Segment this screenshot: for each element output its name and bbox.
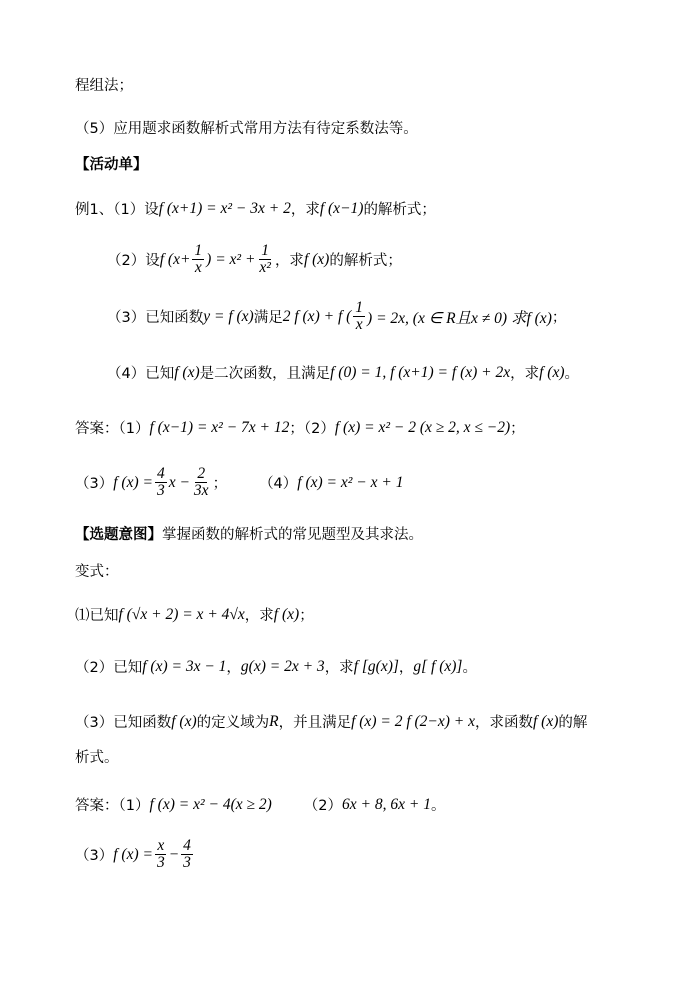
text: （2）已知 [75, 660, 143, 676]
math: f (x) [539, 363, 565, 381]
text: 的解析式； [329, 253, 402, 270]
line-variants-heading [75, 560, 119, 581]
text: （2）设 [107, 253, 160, 270]
text: ，求 [244, 608, 274, 624]
section-activity-heading [75, 153, 148, 174]
math: f (x) = [113, 845, 153, 863]
fraction [257, 243, 273, 277]
text: ； [212, 476, 228, 493]
numerator: x [157, 837, 165, 854]
math: f (x) [303, 250, 330, 268]
numerator: 4 [156, 465, 165, 482]
denominator: 3 [156, 482, 165, 500]
heading-text: 【活动单】 [75, 157, 148, 173]
text: （3） [75, 476, 114, 493]
text: ，求 [274, 253, 304, 270]
answers-variants-a [75, 794, 445, 815]
text: 的定义域为 [196, 715, 270, 731]
denominator: 3x [193, 482, 209, 500]
math: ) = x² + [206, 250, 256, 268]
text: 的解析式； [363, 202, 436, 218]
variant-1 [75, 604, 314, 625]
math: f [g(x)] [353, 657, 399, 675]
denominator: x² [259, 259, 271, 277]
text: ； [299, 608, 314, 624]
answers-example-1-b [75, 466, 403, 500]
math: x − [168, 473, 190, 491]
variant-2 [75, 656, 477, 677]
math: f (0) = 1, f (x+1) = f (x) + 2x [330, 363, 511, 381]
fraction [353, 300, 365, 334]
denominator: 3 [183, 854, 191, 872]
text: 的解 [558, 715, 588, 731]
math: f (x) = x² − 2 (x ≥ 2, x ≤ −2) [334, 418, 511, 436]
text: ； [551, 310, 567, 327]
math: f (x) = x² − x + 1 [297, 473, 404, 491]
numerator: 1 [355, 299, 364, 316]
intent-label: 【选题意图】 [75, 527, 162, 543]
text: （4）已知 [107, 366, 175, 382]
fraction [181, 838, 193, 872]
fraction [155, 838, 167, 872]
text: （3）已知函数 [75, 715, 172, 731]
math: ) = 2x, (x ∈ R且x ≠ 0) 求f (x) [367, 309, 552, 327]
text: ⑴已知 [75, 608, 119, 624]
text: （3） [75, 848, 114, 865]
text: 。 [462, 660, 477, 676]
text: ， [398, 660, 414, 676]
text: ，并且满足 [278, 715, 352, 731]
answers-example-1-a [75, 417, 525, 438]
text: ，求 [290, 202, 320, 218]
text: （3）已知函数 [107, 310, 204, 327]
text: 是二次函数，且满足 [199, 366, 331, 382]
math: 6x + 8, 6x + 1 [342, 795, 431, 813]
line-method-group [75, 74, 133, 95]
variant-3-continued [75, 746, 119, 767]
line-intent [75, 523, 423, 544]
fraction [192, 243, 204, 277]
math: f (x+1) = x² − 3x + 2 [158, 199, 291, 217]
math: f (x−1) [319, 199, 364, 217]
math: R [269, 712, 279, 730]
math: 2 f (x) + f ( [282, 307, 352, 325]
text: （4） [259, 476, 298, 493]
example-1-part-2 [107, 243, 402, 277]
math: y = f (x) [203, 307, 254, 325]
numerator: 1 [194, 242, 203, 259]
example-1-part-4 [107, 362, 579, 383]
math: f (x) [174, 363, 200, 381]
answers-variants-b [75, 838, 195, 872]
text: 析式。 [75, 750, 119, 766]
text: ， [226, 660, 241, 676]
text: 。 [430, 798, 446, 814]
math: g[ f (x)] [413, 657, 463, 675]
math: f (√x + 2) = x + 4√x [118, 605, 245, 623]
text: 答案：（1） [75, 798, 150, 814]
text: 。 [564, 366, 580, 382]
denominator: x [355, 316, 363, 334]
example-1-part-3 [107, 300, 566, 334]
math: f (x) = [113, 473, 153, 491]
math: f (x) = 2 f (2−x) + x [351, 712, 475, 730]
text: ；（2） [289, 421, 335, 437]
variant-3 [75, 711, 587, 732]
text: 掌握函数的解析式的常见题型及其求法。 [162, 527, 423, 543]
text: 答案：（1） [75, 421, 150, 437]
math: f (x) [533, 712, 559, 730]
example-1-part-1 [75, 198, 436, 219]
math: f (x+ [159, 250, 191, 268]
text: ； [510, 421, 525, 437]
denominator: 3 [156, 854, 165, 872]
text: ，求函数 [475, 715, 533, 731]
math: f (x) = x² − 4(x ≥ 2) [149, 795, 272, 813]
text: ，求 [324, 660, 354, 676]
math: f (x−1) = x² − 7x + 12 [149, 418, 290, 436]
denominator: x [194, 259, 202, 277]
text: 例1、（1）设 [75, 202, 159, 218]
fraction [192, 466, 211, 500]
text: 程组法； [75, 78, 133, 94]
text: ，求 [510, 366, 540, 382]
numerator: 4 [183, 837, 191, 854]
text: （2） [303, 798, 343, 814]
text: （5）应用题求函数解析式常用方法有待定系数法等。 [75, 121, 418, 137]
line-item-5 [75, 117, 418, 138]
numerator: 1 [261, 242, 270, 259]
math: − [168, 845, 180, 863]
math: f (x) [171, 712, 197, 730]
math: f (x) = 3x − 1 [142, 657, 227, 675]
numerator: 2 [197, 465, 206, 482]
text: 满足 [253, 310, 283, 327]
text: 变式： [75, 564, 119, 580]
math: f (x) [273, 605, 300, 623]
fraction [155, 466, 167, 500]
math: g(x) = 2x + 3 [240, 657, 325, 675]
